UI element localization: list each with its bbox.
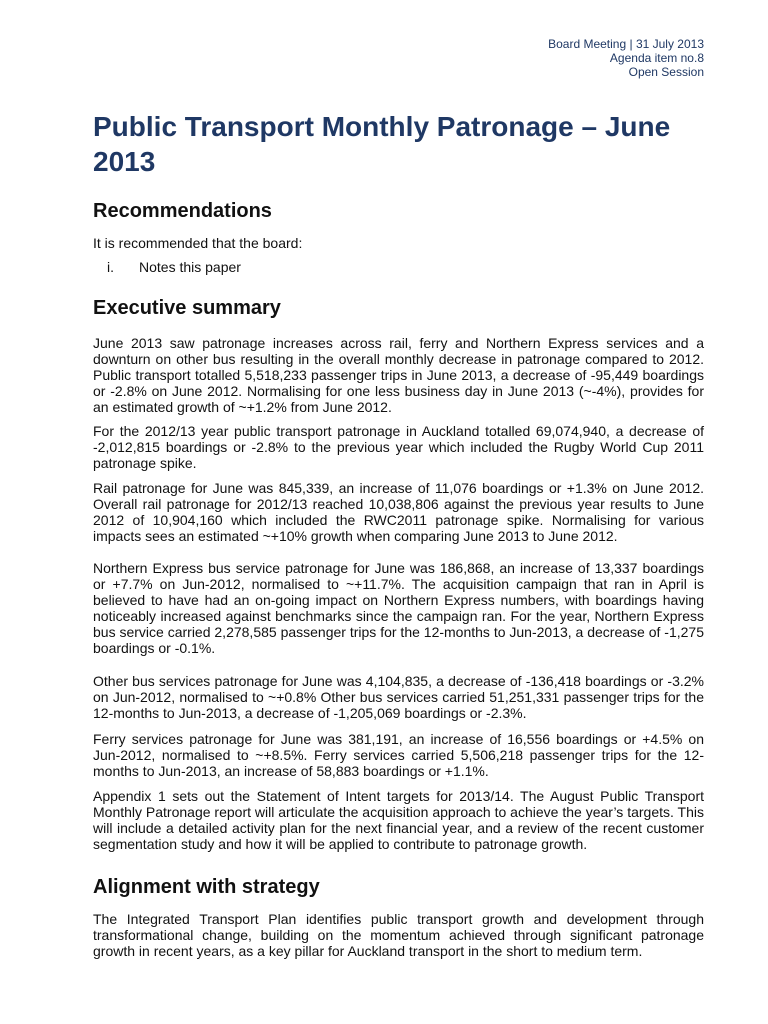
agenda-item-line: Agenda item no.8: [609, 51, 704, 65]
document-title: Public Transport Monthly Patronage – June 2013: [93, 111, 671, 177]
list-marker: i.: [107, 259, 114, 275]
summary-paragraph: Northern Express bus service patronage for June was 186,868, an increase of 13,337 boardings or +7.7% on Jun-2012, normalised to ~+11.7%. The acquisition campaign that ran in April is believed to have had an on-going impact on Northern Express numbers, with boardings having noticeably increased against benchmarks since the campaign ran. For the year, Northern Express bus service carried 2,278,585 passenger trips for the 12-months to Jun-2013, a decrease of -1,275 boardings or -0.1%.: [93, 560, 704, 656]
list-item-text: Notes this paper: [139, 259, 241, 275]
summary-paragraph: Ferry services patronage for June was 381,191, an increase of 16,556 boardings or +4.5% on Jun-2012, normalised to ~+8.5%. Ferry services carried 5,506,218 passenger trips for the 12-months to Jun-2013, an increase of 58,883 boardings or +1.1%.: [93, 731, 704, 779]
summary-paragraph: For the 2012/13 year public transport patronage in Auckland totalled 69,074,940, a decrease of -2,012,815 boardings or -2.8% to the previous year which included the Rugby World Cup 2011 patronage spike.: [93, 423, 704, 471]
list-item: [107, 259, 241, 275]
summary-paragraph: Rail patronage for June was 845,339, an increase of 11,076 boardings or +1.3% on June 2012. Overall rail patronage for 2012/13 reached 10,038,806 against the previous year results to June 2012 of 10,904,160 which included the RWC2011 patronage spike. Normalising for various impacts sees an estimated ~+10% growth when comparing June 2013 to June 2012.: [93, 480, 704, 544]
recommendations-heading: Recommendations: [93, 200, 272, 222]
summary-paragraph: Other bus services patronage for June was 4,104,835, a decrease of -136,418 boardings or -3.2% on Jun-2012, normalised to ~+0.8% Other bus services carried 51,251,331 passenger trips for the 12-months to Jun-2013, a decrease of -1,205,069 boardings or -2.3%.: [93, 673, 704, 721]
summary-paragraph: Appendix 1 sets out the Statement of Intent targets for 2013/14. The August Public Transport Monthly Patronage report will articulate the acquisition approach to achieve the year’s targets. This will include a detailed activity plan for the next financial year, and a review of the recent customer segmentation study and how it will be applied to contribute to patronage growth.: [93, 788, 704, 852]
recommendations-intro: It is recommended that the board:: [93, 235, 303, 251]
executive-summary-heading: Executive summary: [93, 297, 281, 319]
alignment-paragraph: The Integrated Transport Plan identifies public transport growth and development through transformational change, building on the momentum achieved through significant patronage growth in recent years, as a key pillar for Auckland transport in the short to medium term.: [93, 911, 704, 959]
alignment-heading: Alignment with strategy: [93, 876, 320, 898]
session-line: Open Session: [628, 65, 704, 79]
summary-paragraph: June 2013 saw patronage increases across rail, ferry and Northern Express services and a downturn on other bus resulting in the overall monthly decrease in patronage compared to 2012. Public transport totalled 5,518,233 passenger trips in June 2013, a decrease of -95,449 boardings or -2.8% on June 2012. Normalising for one less business day in June 2013 (~-4%), provides for an estimated growth of ~+1.2% from June 2012.: [93, 335, 704, 415]
meeting-date-line: Board Meeting | 31 July 2013: [548, 37, 704, 51]
meeting-header: [548, 37, 704, 79]
